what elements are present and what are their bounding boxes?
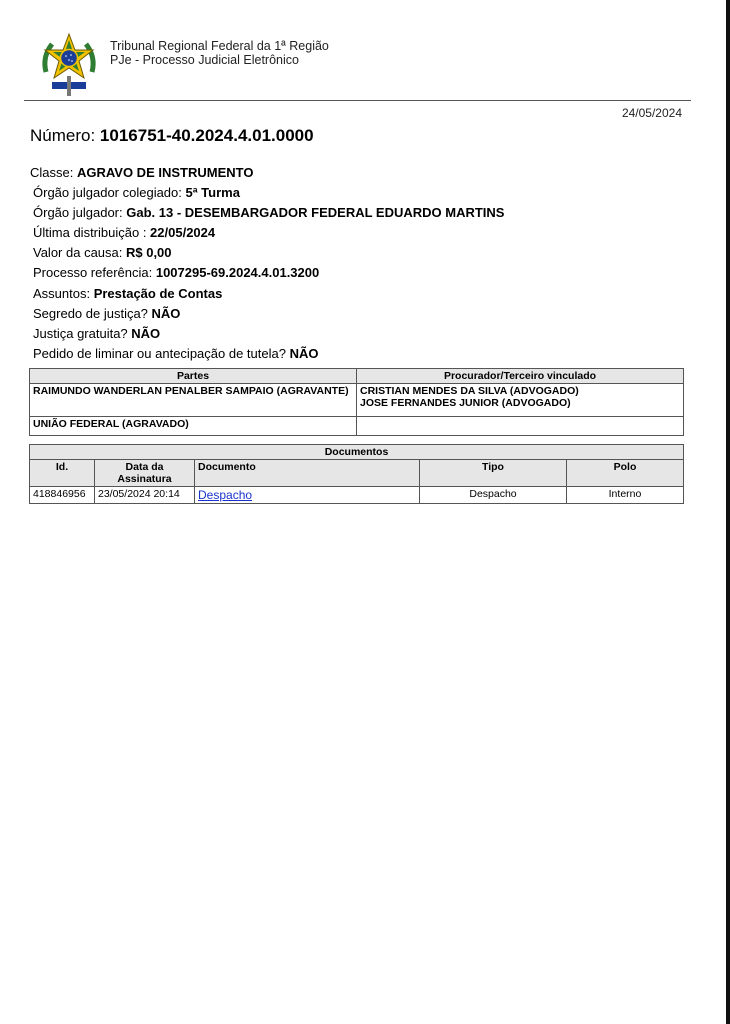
field-assuntos: Assuntos: Prestação de Contas [33,285,223,301]
field-valor-causa: Valor da causa: R$ 0,00 [33,245,172,261]
doc-id: 418846956 [30,487,95,504]
field-segredo-justica: Segredo de justiça? NÃO [33,305,181,321]
col-tipo: Tipo [420,460,567,487]
parte-cell: UNIÃO FEDERAL (AGRAVADO) [30,417,357,436]
court-name: Tribunal Regional Federal da 1ª Região [110,39,329,53]
process-number-value: 1016751-40.2024.4.01.0000 [99,126,314,145]
documentos-table [29,444,684,504]
procurador-header: Procurador/Terceiro vinculado [357,369,684,384]
doc-documento-cell [195,487,420,504]
field-processo-referencia: Processo referência: 1007295-69.2024.4.01.3200 [33,265,320,281]
doc-data: 23/05/2024 20:14 [95,487,195,504]
header-divider [24,100,691,101]
parte-cell: RAIMUNDO WANDERLAN PENALBER SAMPAIO (AGRAVANTE) [30,384,357,417]
col-data: Data da Assinatura [95,460,195,487]
page-edge [726,0,730,1024]
field-orgao-julgador: Órgão julgador: Gab. 13 - DESEMBARGADOR FEDERAL EDUARDO MARTINS [33,205,505,221]
col-id: Id. [30,460,95,487]
procurador-cell [357,417,684,436]
process-number [30,126,314,146]
partes-header: Partes [30,369,357,384]
table-row [30,417,684,436]
despacho-link[interactable]: Despacho [198,488,253,502]
col-documento: Documento [195,460,420,487]
table-row [30,487,684,504]
process-number-label: Número: [30,126,96,145]
table-row [30,384,684,417]
field-classe: Classe: AGRAVO DE INSTRUMENTO [30,165,254,180]
col-polo: Polo [567,460,684,487]
system-name: PJe - Processo Judicial Eletrônico [110,53,299,67]
partes-table [29,368,684,436]
field-pedido-liminar: Pedido de liminar ou antecipação de tutela? NÃO [33,345,319,361]
process-fields [30,163,504,364]
field-orgao-colegiado: Órgão julgador colegiado: 5ª Turma [33,185,240,201]
documentos-title: Documentos [30,445,684,460]
doc-polo: Interno [567,487,684,504]
document-header [38,30,698,100]
procurador-cell: CRISTIAN MENDES DA SILVA (ADVOGADO) JOSE FERNANDES JUNIOR (ADVOGADO) [357,384,684,417]
field-ultima-distribuicao: Última distribuição : 22/05/2024 [33,225,216,241]
doc-tipo: Despacho [420,487,567,504]
brazil-coat-of-arms-icon [38,32,100,98]
field-justica-gratuita: Justiça gratuita? NÃO [33,325,161,341]
document-date: 24/05/2024 [621,106,682,120]
